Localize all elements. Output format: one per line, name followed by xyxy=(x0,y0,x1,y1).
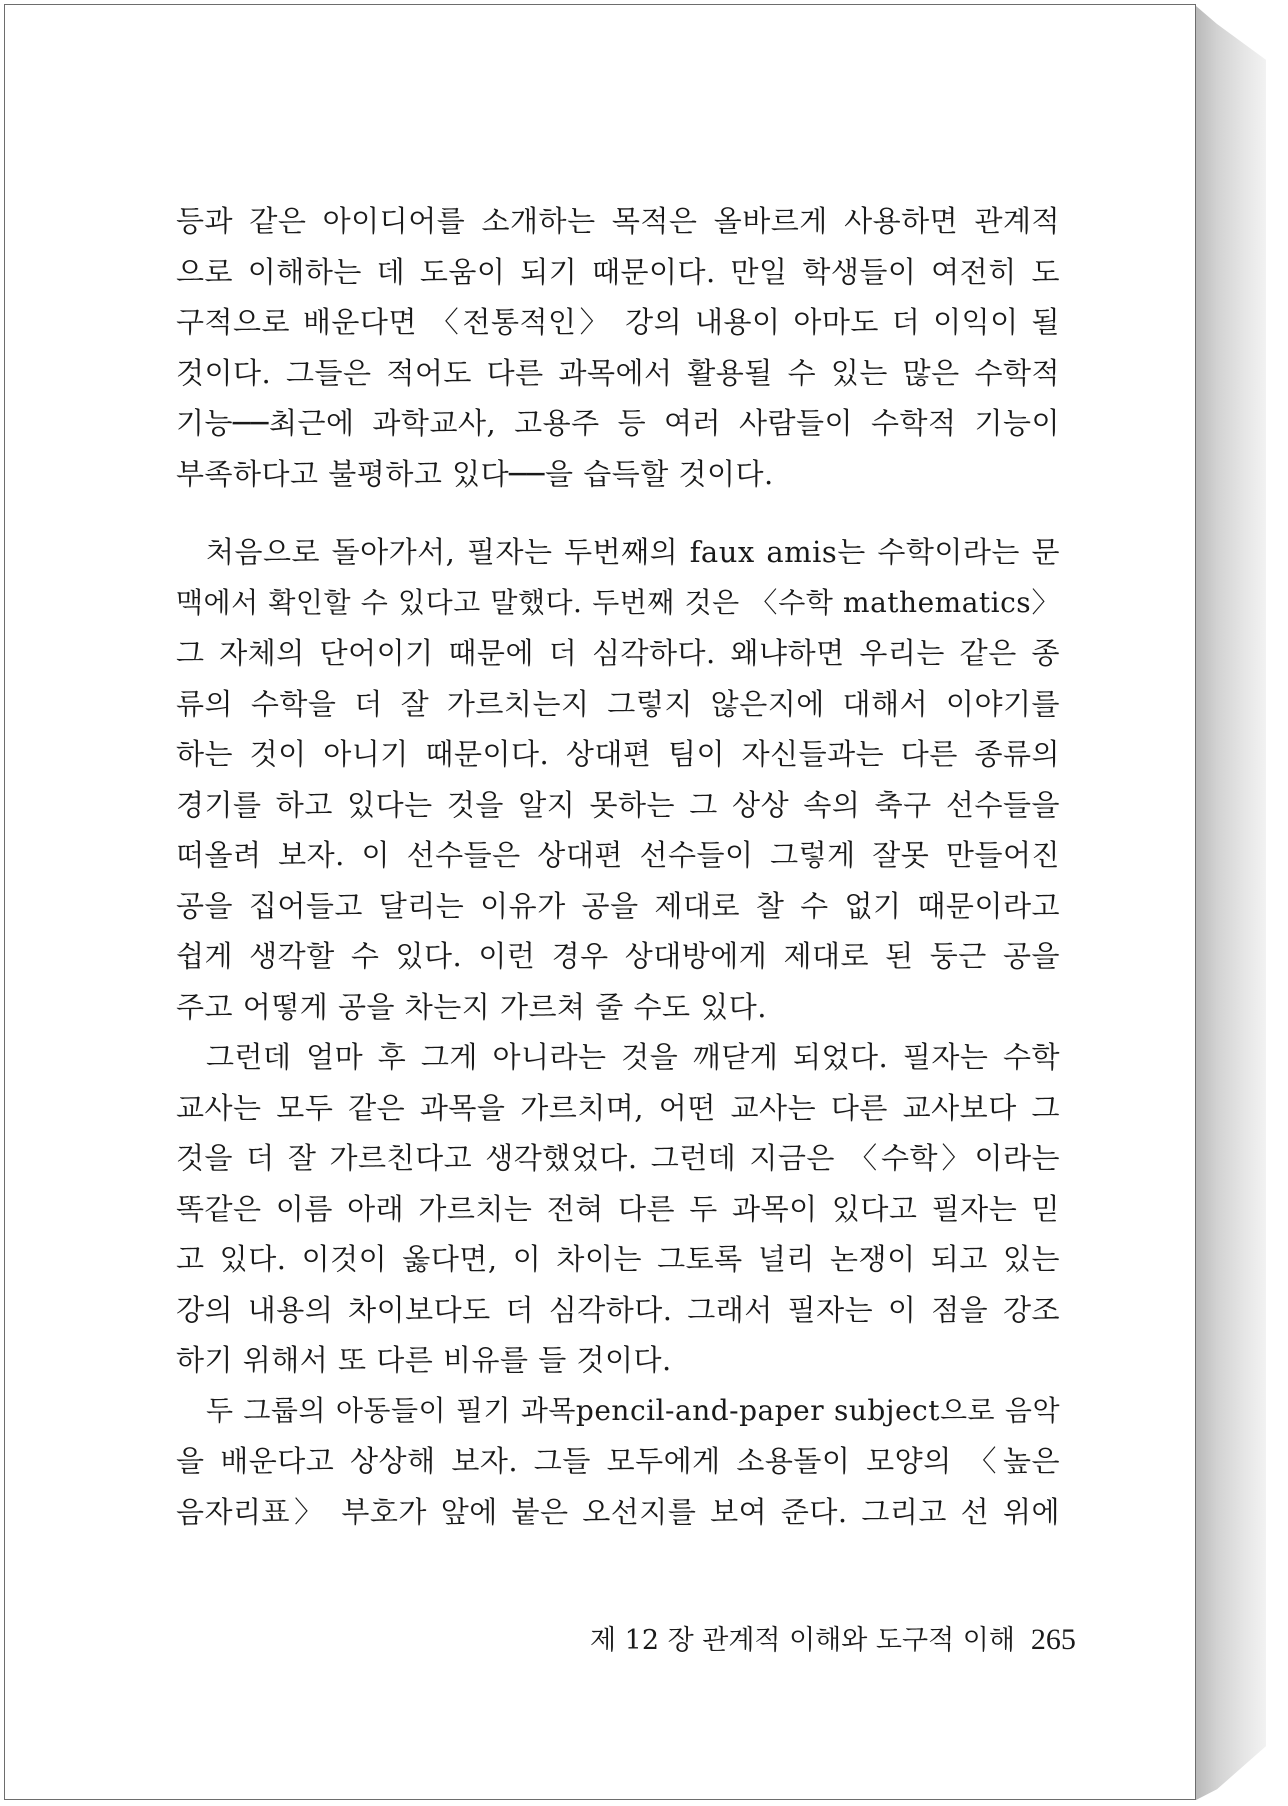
page-number: 265 xyxy=(1030,1623,1076,1656)
text-line: 으로 이해하는 데 도움이 되기 때문이다. 만일 학생들이 여전히 도 xyxy=(176,254,1060,289)
text-line: 강의 내용의 차이보다도 더 심각하다. 그래서 필자는 이 점을 강조 xyxy=(176,1292,1060,1327)
text-line: 똑같은 이름 아래 가르치는 전혀 다른 두 과목이 있다고 필자는 믿 xyxy=(176,1191,1060,1226)
text-line: 것이다. 그들은 적어도 다른 과목에서 활용될 수 있는 많은 수학적 xyxy=(176,355,1060,390)
paragraph-3 xyxy=(176,1032,1060,1386)
text-line: 등과 같은 아이디어를 소개하는 목적은 올바르게 사용하면 관계적 xyxy=(176,204,1060,238)
text-line: 것을 더 잘 가르친다고 생각했었다. 그런데 지금은 〈수학〉이라는 xyxy=(176,1141,1060,1175)
text-line: 쉽게 생각할 수 있다. 이런 경우 상대방에게 제대로 된 둥근 공을 xyxy=(176,939,1060,973)
text-line: 경기를 하고 있다는 것을 알지 못하는 그 상상 속의 축구 선수들을 xyxy=(176,787,1060,822)
text-line: 을 배운다고 상상해 보자. 그들 모두에게 소용돌이 모양의 〈높은 xyxy=(176,1444,1060,1478)
body-text xyxy=(176,196,1060,1537)
running-footer xyxy=(590,1618,1076,1657)
text-line: 기능──최근에 과학교사, 고용주 등 여러 사람들이 수학적 기능이 xyxy=(176,406,1060,440)
text-line: 맥에서 확인할 수 있다고 말했다. 두번째 것은 〈수학 mathematics〉 xyxy=(176,585,1060,619)
text-line: 그런데 얼마 후 그게 아니라는 것을 깨닫게 되었다. 필자는 수학 xyxy=(206,1040,1060,1074)
text-line: 부족하다고 불평하고 있다──을 습득할 것이다. xyxy=(176,456,774,491)
text-line: 구적으로 배운다면 〈전통적인〉 강의 내용이 아마도 더 이익이 될 xyxy=(176,305,1060,339)
text-line: 그 자체의 단어이기 때문에 더 심각하다. 왜냐하면 우리는 같은 종 xyxy=(176,636,1060,670)
text-line: 주고 어떻게 공을 차는지 가르쳐 줄 수도 있다. xyxy=(176,989,767,1024)
page-edge xyxy=(1196,6,1266,1800)
paragraph-gap xyxy=(176,499,1060,527)
text-line: 두 그룹의 아동들이 필기 과목pencil-and-paper subject으로 음악 xyxy=(206,1393,1060,1427)
chapter-title: 제 12 장 관계적 이해와 도구적 이해 xyxy=(590,1625,1015,1656)
text-line: 공을 집어들고 달리는 이유가 공을 제대로 찰 수 없기 때문이라고 xyxy=(176,888,1060,923)
text-line: 처음으로 돌아가서, 필자는 두번째의 faux amis는 수학이라는 문 xyxy=(206,535,1060,569)
text-line: 교사는 모두 같은 과목을 가르치며, 어떤 교사는 다른 교사보다 그 xyxy=(176,1090,1060,1125)
text-line: 하기 위해서 또 다른 비유를 들 것이다. xyxy=(176,1343,672,1377)
text-line: 하는 것이 아니기 때문이다. 상대편 팀이 자신들과는 다른 종류의 xyxy=(176,737,1060,771)
text-line: 떠올려 보자. 이 선수들은 상대편 선수들이 그렇게 잘못 만들어진 xyxy=(176,838,1060,872)
text-line: 고 있다. 이것이 옳다면, 이 차이는 그토록 널리 논쟁이 되고 있는 xyxy=(176,1242,1060,1276)
text-line: 음자리표〉 부호가 앞에 붙은 오선지를 보여 준다. 그리고 선 위에 xyxy=(176,1494,1060,1529)
paragraph-2 xyxy=(176,527,1060,1032)
text-line: 류의 수학을 더 잘 가르치는지 그렇지 않은지에 대해서 이야기를 xyxy=(176,686,1060,721)
paragraph-4 xyxy=(176,1386,1060,1538)
paragraph-1 xyxy=(176,196,1060,499)
